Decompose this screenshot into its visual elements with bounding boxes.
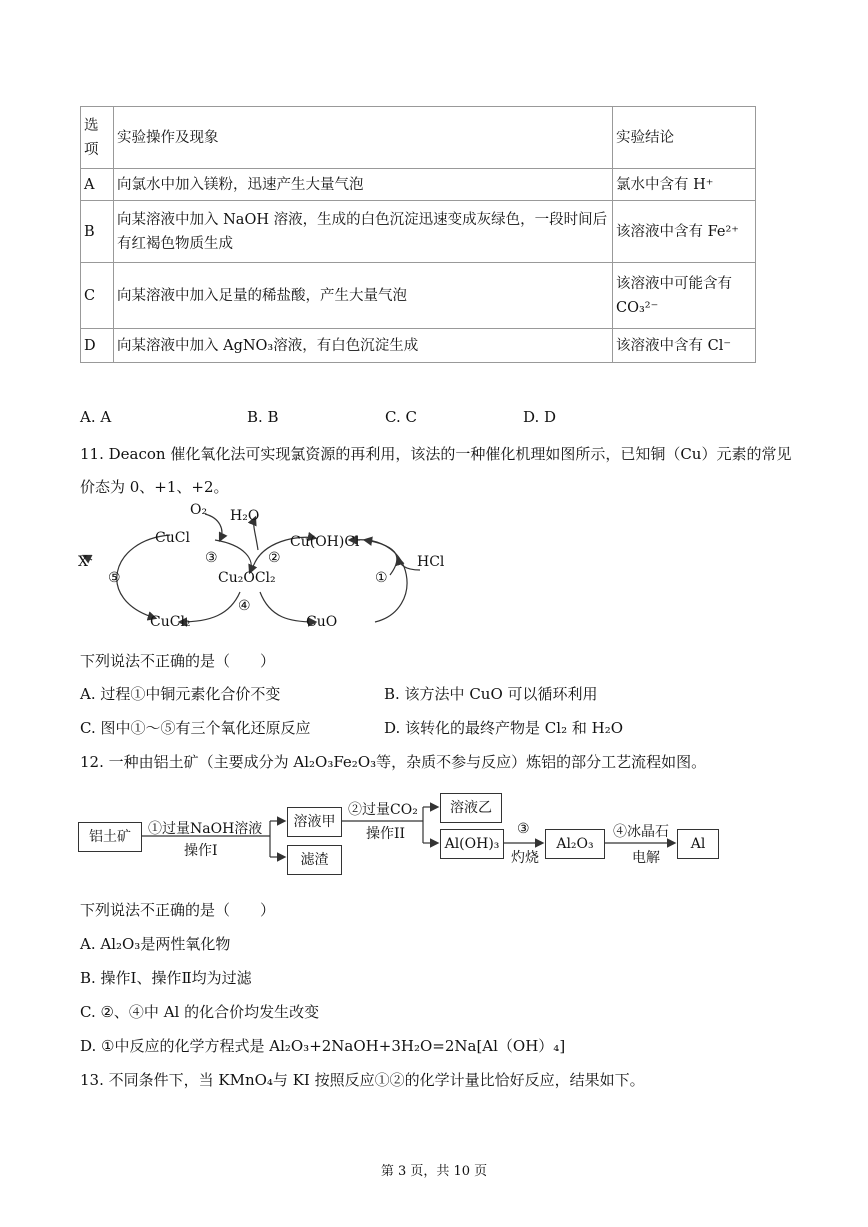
row-conclusion: 氯水中含有 H⁺	[613, 169, 756, 201]
row-operation: 向某溶液中加入 NaOH 溶液，生成的白色沉淀迅速变成灰绿色，一段时间后有红褐色物质生成	[114, 201, 613, 263]
row-conclusion: 该溶液中含有 Fe²⁺	[613, 201, 756, 263]
label-cuohcl: Cu(OH)Cl	[290, 534, 360, 550]
table-row	[81, 329, 756, 363]
table-row	[81, 263, 756, 329]
box-aloh3: Al(OH)₃	[440, 829, 504, 859]
label-h2o: H₂O	[230, 508, 260, 524]
step3-label: ③	[205, 550, 218, 566]
box-ore: 铝土矿	[78, 822, 142, 852]
choice-c: C. C	[385, 408, 417, 426]
q13-stem: 13. 不同条件下，当 KMnO₄与 KI 按照反应①②的化学计量比恰好反应，结果如下。	[80, 1071, 645, 1089]
row-conclusion: 该溶液中含有 Cl⁻	[613, 329, 756, 363]
q11-choice-b: B. 该方法中 CuO 可以循环利用	[384, 685, 598, 703]
process-flow-diagram	[70, 785, 740, 885]
q11-choice-a: A. 过程①中铜元素化合价不变	[80, 685, 281, 703]
step1-label: ①	[375, 570, 388, 586]
q11-choice-d: D. 该转化的最终产物是 Cl₂ 和 H₂O	[384, 719, 624, 737]
q12-stem: 12. 一种由铝土矿（主要成分为 Al₂O₃Fe₂O₃等，杂质不参与反应）炼铝的部分工艺流程如图。	[80, 753, 707, 771]
box-solution-b: 溶液乙	[440, 793, 502, 823]
table-row	[81, 201, 756, 263]
experiment-table	[80, 106, 756, 363]
box-residue: 滤渣	[287, 845, 342, 875]
step4-label: ④	[238, 598, 251, 614]
q12-choice-c: C. ②、④中 Al 的化合价均发生改变	[80, 1003, 320, 1021]
page-footer: 第 3 页，共 10 页	[380, 1164, 488, 1179]
row-conclusion: 该溶液中可能含有 CO₃²⁻	[613, 263, 756, 329]
q11-choice-c: C. 图中①～⑤有三个氧化还原反应	[80, 719, 311, 737]
flow-op1: 操作I	[184, 843, 218, 859]
label-hcl: HCl	[417, 554, 445, 570]
row-option: A	[81, 169, 114, 201]
row-operation: 向某溶液中加入 AgNO₃溶液，有白色沉淀生成	[114, 329, 613, 363]
table-header-row	[81, 107, 756, 169]
q12-choice-a: A. Al₂O₃是两性氧化物	[80, 935, 231, 953]
q12-choice-d: D. ①中反应的化学方程式是 Al₂O₃+2NaOH+3H₂O=2Na[Al（OH）₄]	[80, 1037, 566, 1055]
flow-step3: ③	[517, 821, 530, 837]
box-solution-a: 溶液甲	[287, 807, 342, 837]
flow-step4: ④冰晶石	[613, 824, 669, 840]
label-cucl: CuCl	[155, 530, 190, 546]
step2-label: ②	[268, 550, 281, 566]
header-option: 选项	[81, 107, 114, 169]
label-o2: O₂	[190, 502, 208, 518]
step5-label: ⑤	[108, 570, 121, 586]
flow-op2: 操作II	[366, 826, 406, 842]
q11-stem-line1: 11. Deacon 催化氧化法可实现氯资源的再利用，该法的一种催化机理如图所示，已知铜（Cu）元素的常见	[80, 445, 792, 463]
catalytic-cycle-diagram	[70, 500, 470, 640]
header-operation: 实验操作及现象	[114, 107, 613, 169]
label-cuo: CuO	[306, 614, 338, 630]
choice-b: B. B	[247, 408, 279, 426]
q11-ask: 下列说法不正确的是（ ）	[80, 652, 276, 670]
header-conclusion: 实验结论	[613, 107, 756, 169]
flow-electrolysis: 电解	[632, 850, 660, 866]
q12-choice-b: B. 操作Ⅰ、操作Ⅱ均为过滤	[80, 969, 252, 987]
row-option: D	[81, 329, 114, 363]
q12-ask: 下列说法不正确的是（ ）	[80, 901, 276, 919]
row-operation: 向氯水中加入镁粉，迅速产生大量气泡	[114, 169, 613, 201]
flow-calcine: 灼烧	[511, 850, 539, 866]
choice-d: D. D	[523, 408, 557, 426]
label-x: X	[78, 554, 88, 570]
table-row	[81, 169, 756, 201]
flow-step2: ②过量CO₂	[348, 802, 418, 818]
label-cu2ocl2: Cu₂OCl₂	[218, 570, 276, 586]
row-option: B	[81, 201, 114, 263]
row-option: C	[81, 263, 114, 329]
flow-step1: ①过量NaOH溶液	[148, 821, 263, 837]
q11-stem-line2: 价态为 0、+1、+2。	[80, 478, 229, 496]
row-operation: 向某溶液中加入足量的稀盐酸，产生大量气泡	[114, 263, 613, 329]
label-cucl2: CuCl₂	[150, 614, 191, 630]
arrow-to-x	[117, 535, 170, 618]
box-al2o3: Al₂O₃	[545, 829, 605, 859]
box-al: Al	[677, 829, 719, 859]
choice-a: A. A	[80, 408, 112, 426]
